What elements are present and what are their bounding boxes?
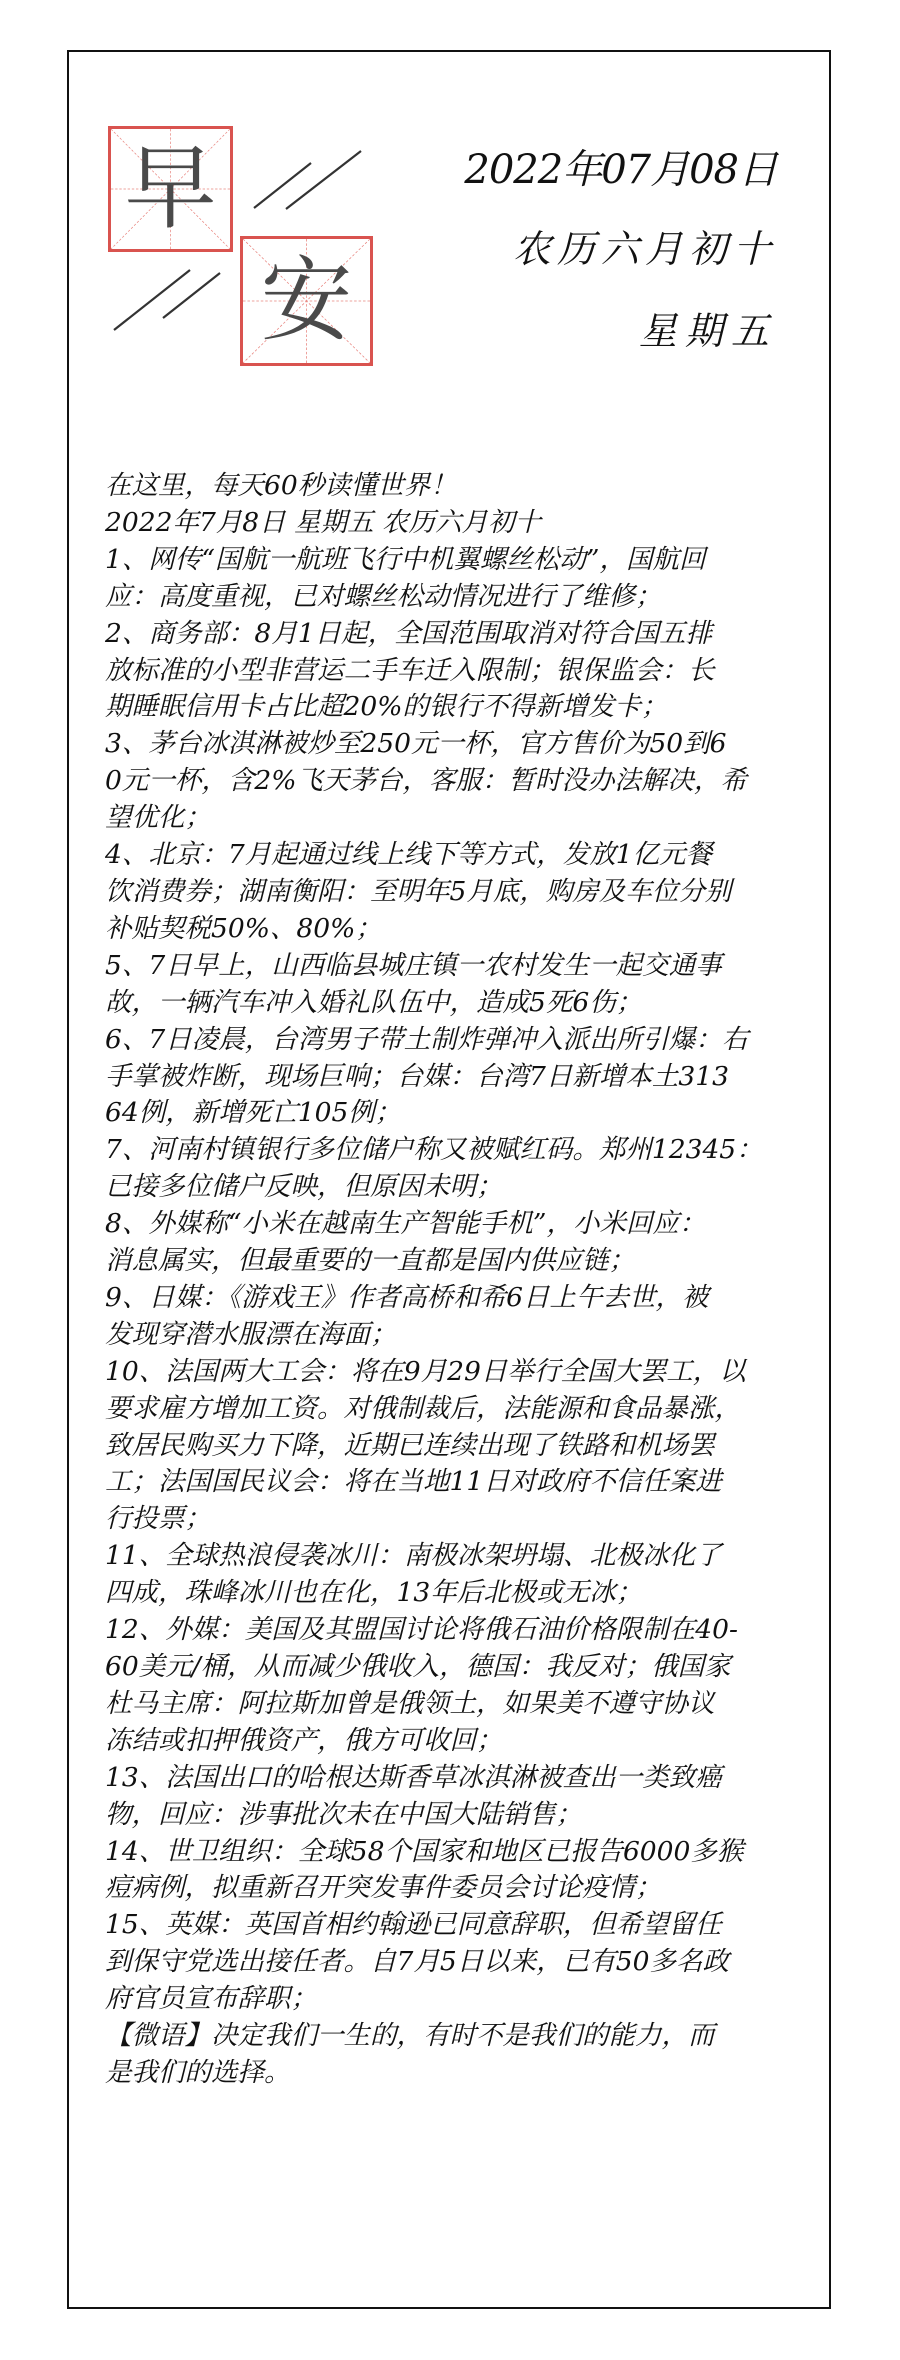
quote-line: 是我们的选择。 [105, 2056, 291, 2088]
news-body [105, 468, 825, 2092]
news-line: 发现穿潜水服漂在海面； [105, 1318, 397, 1350]
news-line: 3、茅台冰淇淋被炒至250元一杯，官方售价为50到6 [105, 728, 727, 760]
news-line: 4、北京：7月起通过线上线下等方式，发放1亿元餐 [105, 839, 713, 871]
news-line: 60美元/桶，从而减少俄收入，德国：我反对；俄国家 [105, 1651, 731, 1682]
quote-line: 【微语】决定我们一生的，有时不是我们的能力，而 [105, 2020, 715, 2052]
news-line: 望优化； [105, 802, 211, 834]
news-line: 6、7日凌晨，台湾男子带土制炸弹冲入派出所引爆：右 [105, 1023, 749, 1055]
news-line: 12、外媒：美国及其盟国讨论将俄石油价格限制在40- [105, 1614, 738, 1646]
news-line: 杜马主席：阿拉斯加曾是俄领土，如果美不遵守协议 [105, 1687, 715, 1719]
lunar-date: 农历六月初十 [512, 227, 777, 271]
news-line: 手掌被炸断，现场巨响；台媒：台湾7日新增本土313 [105, 1060, 729, 1092]
news-line: 物，回应：涉事批次未在中国大陆销售； [105, 1798, 582, 1830]
news-line: 8、外媒称“小米在越南生产智能手机”，小米回应： [105, 1208, 706, 1240]
news-line: 消息属实，但最重要的一直都是国内供应链； [105, 1245, 635, 1277]
news-line: 致居民购买力下降，近期已连续出现了铁路和机场罢 [105, 1429, 715, 1461]
intro-line: 在这里，每天60秒读懂世界！ [105, 470, 457, 501]
gregorian-date: 2022年07月08日 [464, 147, 777, 193]
news-line: 补贴契税50%、80%； [105, 912, 382, 944]
news-line: 15、英媒：英国首相约翰逊已同意辞职，但希望留任 [105, 1909, 722, 1941]
news-line: 行投票； [105, 1503, 211, 1535]
news-line: 饮消费券；湖南衡阳：至明年5月底，购房及车位分别 [105, 875, 732, 907]
news-line: 四成，珠峰冰川也在化，13年后北极或无冰； [105, 1577, 643, 1609]
news-line: 应：高度重视，已对螺丝松动情况进行了维修； [105, 580, 662, 612]
news-line: 期睡眠信用卡占比超20%的银行不得新增发卡； [105, 691, 668, 723]
news-line: 故，一辆汽车冲入婚礼队伍中，造成5死6伤； [105, 986, 643, 1018]
news-line: 2、商务部：8月1日起，全国范围取消对符合国五排 [105, 617, 713, 649]
news-line: 已接多位储户反映，但原因未明； [105, 1171, 503, 1203]
title-char-zao: 早 [124, 135, 217, 242]
news-line: 10、法国两大工会：将在9月29日举行全国大罢工，以 [105, 1355, 746, 1387]
news-line: 0元一杯，含2%飞天茅台，客服：暂时没办法解决，希 [105, 765, 747, 797]
weekday: 星期五 [638, 309, 777, 353]
news-line: 到保守党选出接任者。自7月5日以来，已有50多名政 [105, 1946, 729, 1978]
tian-grid-box-an [240, 236, 373, 366]
news-line: 1、网传“国航一航班飞行中机翼螺丝松动”，国航回 [105, 543, 706, 575]
tian-grid-box-zao [108, 126, 233, 252]
news-line: 工；法国国民议会：将在当地11日对政府不信任案进 [105, 1466, 722, 1498]
news-line: 冻结或扣押俄资产，俄方可收回； [105, 1724, 503, 1756]
news-line: 府官员宣布辞职； [105, 1983, 317, 2015]
news-line: 13、法国出口的哈根达斯香草冰淇淋被查出一类致癌 [105, 1761, 722, 1793]
news-line: 14、世卫组织：全球58个国家和地区已报告6000多猴 [105, 1835, 744, 1867]
news-line: 5、7日早上，山西临县城庄镇一农村发生一起交通事 [105, 949, 722, 981]
news-line: 放标准的小型非营运二手车迁入限制；银保监会：长 [105, 654, 715, 686]
news-line: 64例，新增死亡105例； [105, 1097, 402, 1129]
news-line: 7、河南村镇银行多位储户称又被赋红码。郑州12345： [105, 1134, 763, 1166]
news-line: 痘病例，拟重新召开突发事件委员会讨论疫情； [105, 1872, 662, 1904]
news-line: 9、日媒：《游戏王》作者高桥和希6日上午去世，被 [105, 1281, 709, 1313]
news-line: 11、全球热浪侵袭冰川：南极冰架坍塌、北极冰化了 [105, 1540, 722, 1572]
news-line: 要求雇方增加工资。对俄制裁后，法能源和食品暴涨， [105, 1392, 741, 1424]
date-line: 2022年7月8日 星期五 农历六月初十 [105, 506, 542, 538]
title-char-an: 安 [260, 247, 353, 354]
